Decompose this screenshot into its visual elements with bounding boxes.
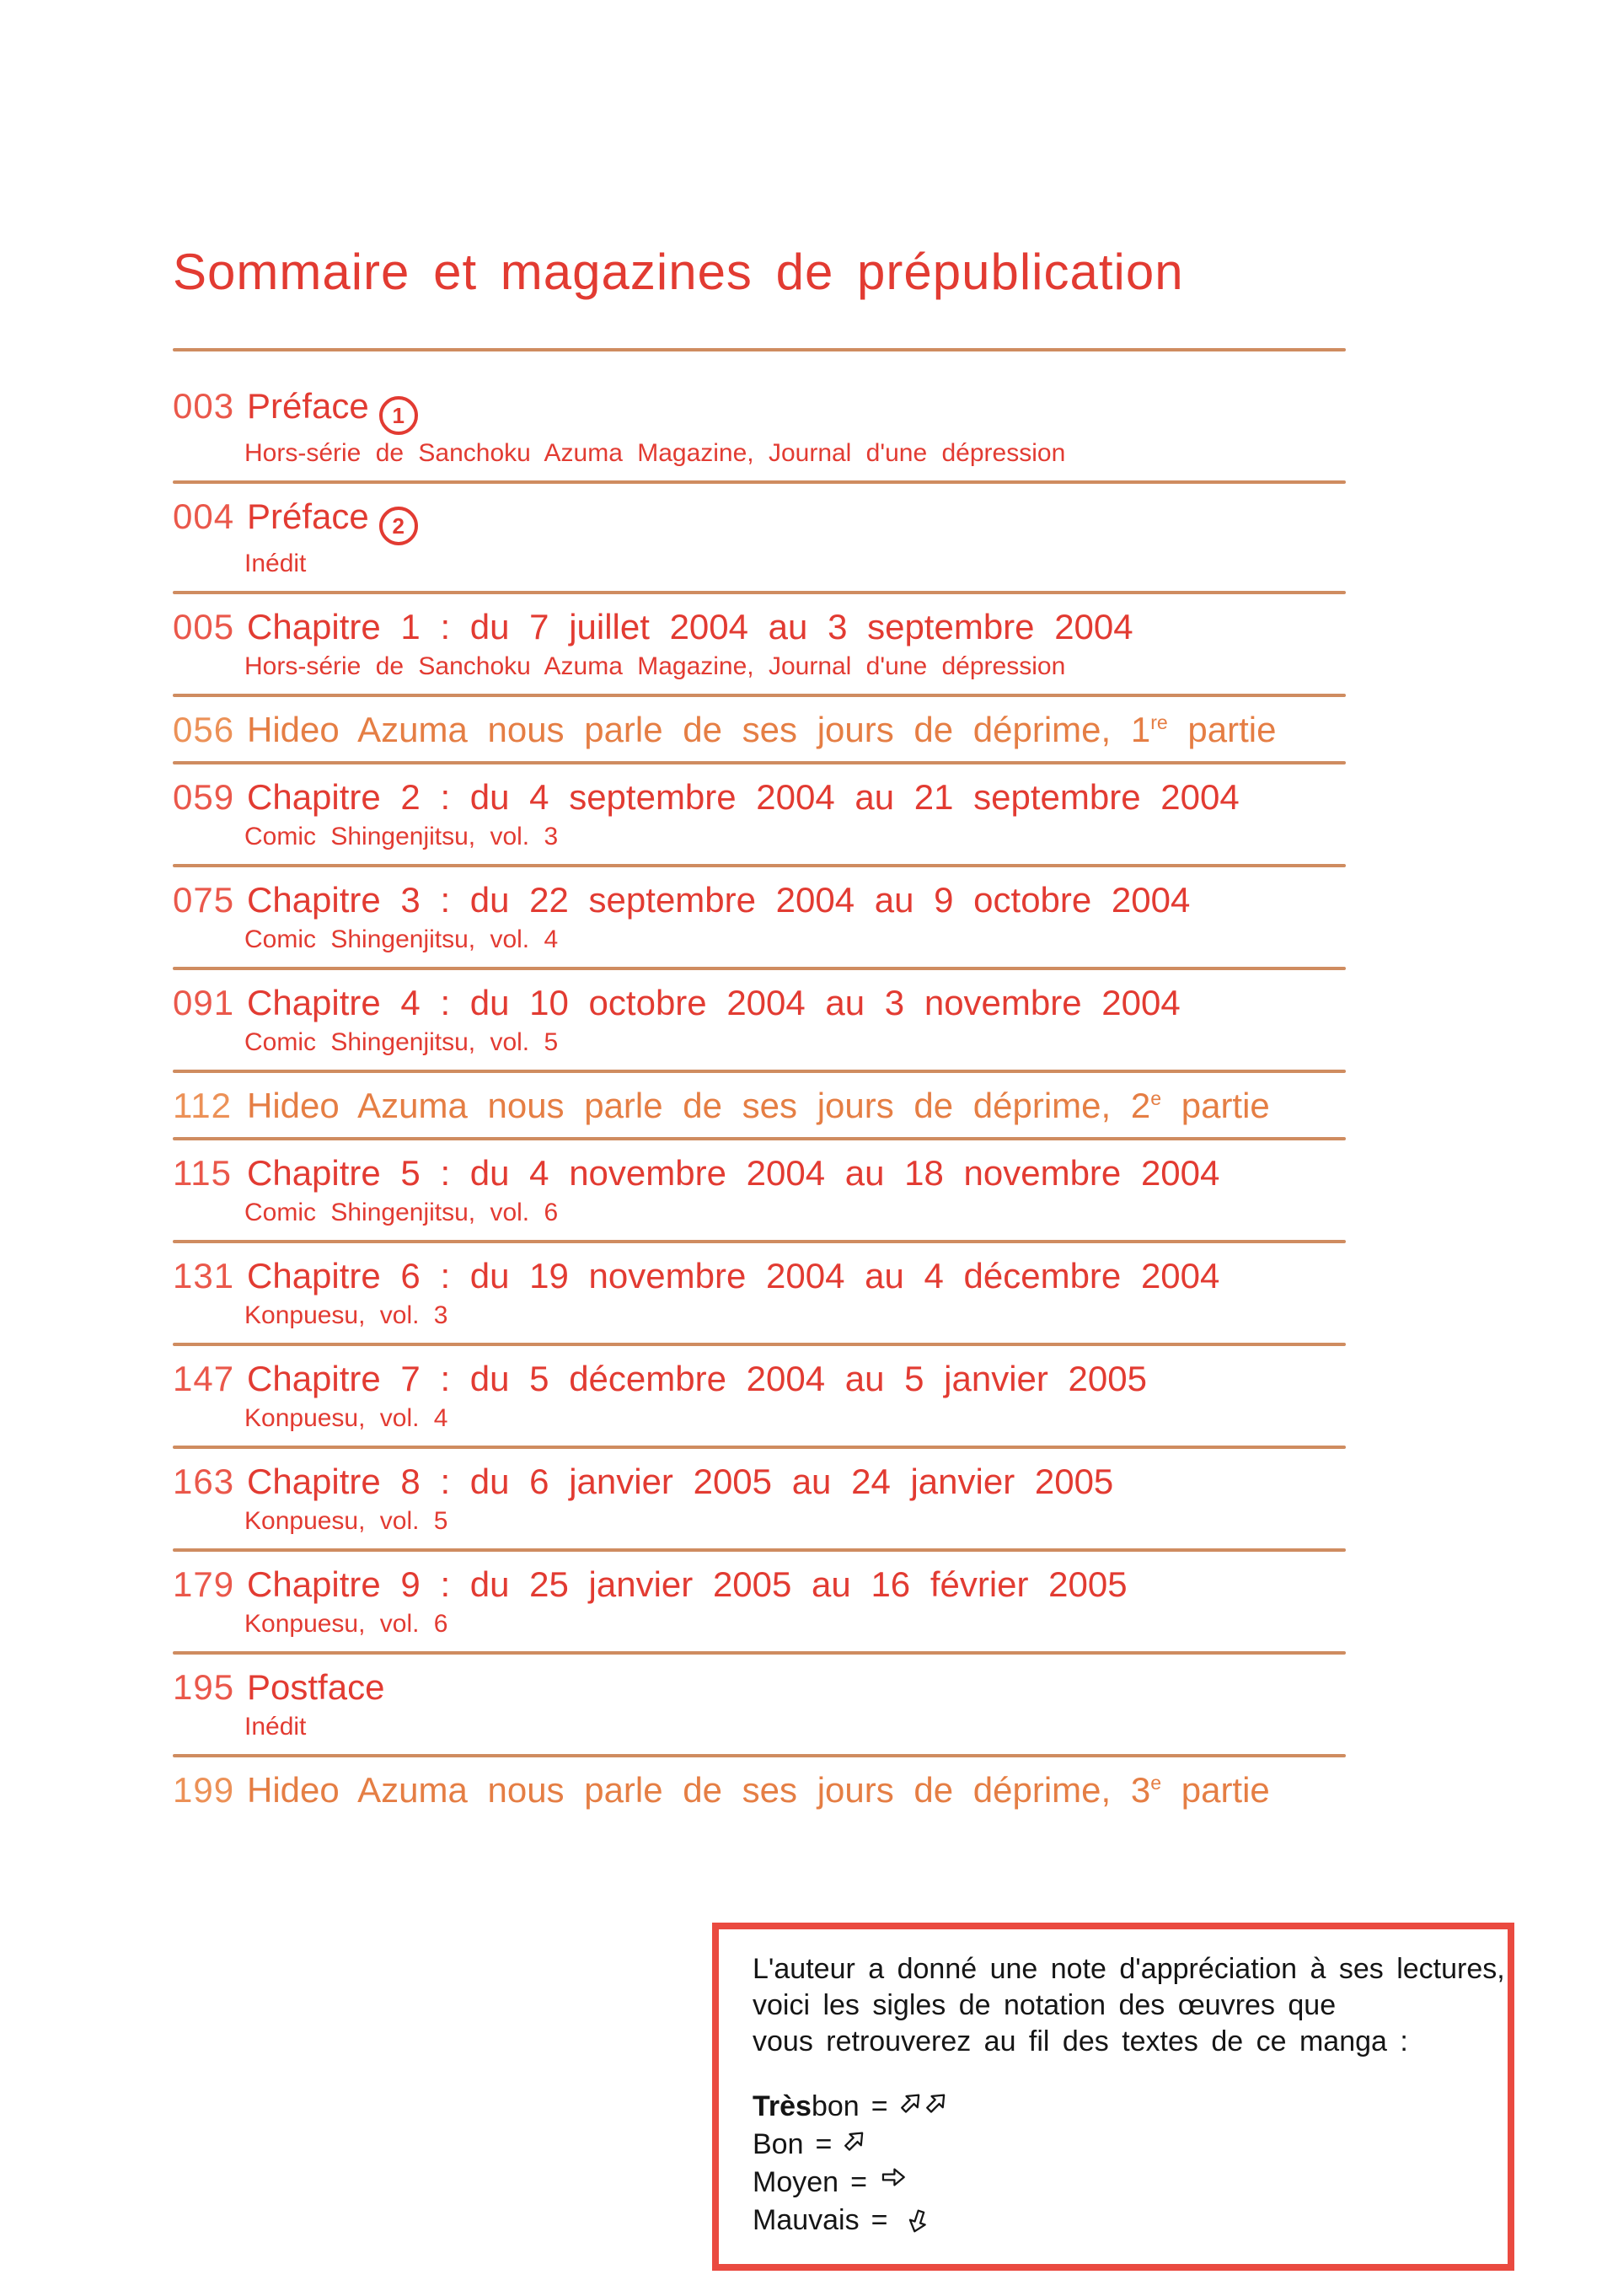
entry-page-number: 115: [173, 1153, 232, 1193]
rating-legend: [753, 2087, 1474, 2239]
entry-title-superscript: e: [1150, 1087, 1162, 1109]
entry-heading: [173, 385, 1346, 435]
legend-symbols: [900, 2087, 954, 2125]
legend-row: [753, 2087, 1474, 2125]
entry-title-text: Chapitre 2 : du 4 septembre 2004 au 21 septembre 2004: [247, 777, 1240, 817]
circled-number: 1: [379, 396, 418, 435]
entry-title-tail: partie: [1161, 1770, 1270, 1810]
equals-sign: =: [871, 2089, 888, 2122]
entry-title: [247, 386, 418, 426]
entry-heading: [173, 606, 1346, 648]
entry-title: [247, 1256, 1219, 1296]
entry-subtitle: Hors-série de Sanchoku Azuma Magazine, Journal d'une dépression: [244, 652, 1066, 680]
toc-entry: [173, 1140, 1346, 1243]
entry-title-text: Chapitre 8 : du 6 janvier 2005 au 24 janvier 2005: [247, 1462, 1114, 1501]
entry-page-number: 179: [173, 1564, 235, 1604]
entry-title: [247, 983, 1181, 1022]
circled-number: 2: [379, 507, 418, 545]
entry-title: [247, 710, 1277, 749]
entry-title: [247, 1564, 1128, 1604]
entry-heading: [173, 879, 1346, 921]
entry-page-number: 091: [173, 983, 235, 1022]
toc-entry: [173, 764, 1346, 867]
right-arrow-icon: [879, 2163, 908, 2201]
equals-sign: =: [871, 2203, 888, 2236]
toc-entry: [173, 1757, 1346, 1811]
entry-title-text: Chapitre 7 : du 5 décembre 2004 au 5 janvier 2005: [247, 1359, 1147, 1398]
toc-entry: [173, 1552, 1346, 1655]
entry-heading: [173, 982, 1346, 1024]
entry-page-number: 003: [173, 386, 235, 426]
legend-row: [753, 2163, 1474, 2201]
entry-subtitle: Konpuesu, vol. 6: [244, 1610, 448, 1638]
entry-subtitle: Inédit: [244, 550, 307, 577]
entry-subtitle: Hors-série de Sanchoku Azuma Magazine, Journal d'une dépression: [244, 439, 1066, 467]
legend-label-strong: Très: [753, 2089, 812, 2122]
entry-title: [247, 607, 1133, 646]
legend-label: Moyen: [753, 2165, 839, 2198]
entry-subtitle: Konpuesu, vol. 3: [244, 1301, 448, 1329]
entry-heading: [173, 496, 1346, 545]
toc-entry: [173, 867, 1346, 970]
entry-title-text: Chapitre 4 : du 10 octobre 2004 au 3 novembre 2004: [247, 983, 1181, 1022]
legend-symbols: [844, 2125, 872, 2163]
entry-subtitle: Konpuesu, vol. 4: [244, 1404, 448, 1432]
rating-note-box: [712, 1923, 1514, 2271]
entry-heading: [173, 1358, 1346, 1400]
entry-title: [247, 1770, 1270, 1810]
entry-title: [247, 880, 1190, 920]
entry-title: [247, 1153, 1219, 1193]
toc-entry: [173, 1449, 1346, 1552]
table-of-contents: [173, 373, 1346, 1811]
entry-title-text: Hideo Azuma nous parle de ses jours de déprime, 3: [247, 1770, 1151, 1810]
toc-entry: [173, 970, 1346, 1073]
entry-page-number: 147: [173, 1359, 235, 1398]
note-intro-line: vous retrouverez au fil des textes de ce manga :: [753, 2025, 1408, 2057]
page-title: Sommaire et magazines de prépublication: [173, 244, 1184, 300]
entry-page-number: 112: [173, 1086, 232, 1125]
legend-label: Mauvais: [753, 2203, 860, 2236]
toc-entry: [173, 594, 1346, 697]
toc-entry: [173, 697, 1346, 764]
toc-entry: [173, 1073, 1346, 1140]
entry-title: [247, 1359, 1147, 1398]
entry-subtitle: Comic Shingenjitsu, vol. 6: [244, 1199, 559, 1226]
entry-title-text: Chapitre 1 : du 7 juillet 2004 au 3 septembre 2004: [247, 607, 1133, 646]
entry-title-text: Hideo Azuma nous parle de ses jours de déprime, 2: [247, 1086, 1151, 1125]
entry-heading: [173, 1152, 1346, 1194]
entry-title: [247, 1667, 384, 1707]
entry-page-number: 056: [173, 710, 235, 749]
entry-page-number: 005: [173, 607, 235, 646]
entry-page-number: 199: [173, 1770, 235, 1810]
entry-title: [247, 1462, 1113, 1501]
entry-title-text: Chapitre 9 : du 25 janvier 2005 au 16 février 2005: [247, 1564, 1128, 1604]
entry-page-number: 131: [173, 1256, 235, 1296]
entry-title-text: Chapitre 3 : du 22 septembre 2004 au 9 octobre 2004: [247, 880, 1191, 920]
entry-page-number: 195: [173, 1667, 235, 1707]
entry-subtitle: Comic Shingenjitsu, vol. 4: [244, 925, 559, 953]
equals-sign: =: [815, 2127, 833, 2160]
toc-entry: [173, 1346, 1346, 1449]
entry-subtitle: Konpuesu, vol. 5: [244, 1507, 448, 1535]
entry-heading: [173, 1769, 1346, 1811]
entry-page-number: 059: [173, 777, 235, 817]
entry-title-superscript: re: [1150, 711, 1168, 733]
entry-page-number: 004: [173, 496, 235, 536]
entry-page-number: 075: [173, 880, 235, 920]
entry-title-text: Préface: [247, 386, 369, 426]
entry-subtitle: Inédit: [244, 1713, 307, 1741]
toc-entry: [173, 373, 1346, 484]
entry-heading: [173, 1255, 1346, 1297]
entry-title-text: Hideo Azuma nous parle de ses jours de déprime, 1: [247, 710, 1151, 749]
entry-title-tail: partie: [1167, 710, 1277, 749]
entry-page-number: 163: [173, 1462, 235, 1501]
entry-title-tail: partie: [1161, 1086, 1270, 1125]
legend-symbols: [899, 2201, 928, 2239]
entry-heading: [173, 709, 1346, 751]
legend-label: Bon: [753, 2127, 804, 2160]
entry-heading: [173, 1666, 1346, 1709]
entry-title-text: Préface: [247, 496, 369, 536]
entry-heading: [173, 1564, 1346, 1606]
entry-title-superscript: e: [1150, 1772, 1162, 1794]
legend-label: bon: [811, 2089, 860, 2122]
rating-note-intro: [753, 1951, 1505, 2060]
toc-entry: [173, 1243, 1346, 1346]
entry-title-text: Chapitre 6 : du 19 novembre 2004 au 4 décembre 2004: [247, 1256, 1220, 1296]
entry-heading: [173, 1461, 1346, 1503]
entry-subtitle: Comic Shingenjitsu, vol. 3: [244, 823, 559, 850]
note-intro-line: voici les sigles de notation des œuvres que: [753, 1989, 1337, 2021]
entry-title-text: Postface: [247, 1667, 385, 1707]
entry-title-text: Chapitre 5 : du 4 novembre 2004 au 18 novembre 2004: [247, 1153, 1220, 1193]
equals-sign: =: [850, 2165, 867, 2198]
entry-heading: [173, 1085, 1346, 1127]
entry-title: [247, 777, 1240, 817]
entry-heading: [173, 776, 1346, 818]
entry-title: [247, 496, 418, 539]
legend-symbols: [879, 2163, 908, 2201]
legend-row: [753, 2201, 1474, 2239]
separator-rule: [173, 348, 1346, 351]
legend-row: [753, 2125, 1474, 2163]
entry-title: [247, 1086, 1270, 1125]
toc-entry: [173, 484, 1346, 594]
note-intro-line: L'auteur a donné une note d'appréciation à ses lectures,: [753, 1953, 1505, 1985]
toc-entry: [173, 1655, 1346, 1757]
page-content: [173, 0, 1505, 2271]
entry-subtitle: Comic Shingenjitsu, vol. 5: [244, 1028, 559, 1056]
up-right-arrow-icon: [834, 2121, 881, 2168]
down-arrow-icon: [892, 2200, 936, 2239]
